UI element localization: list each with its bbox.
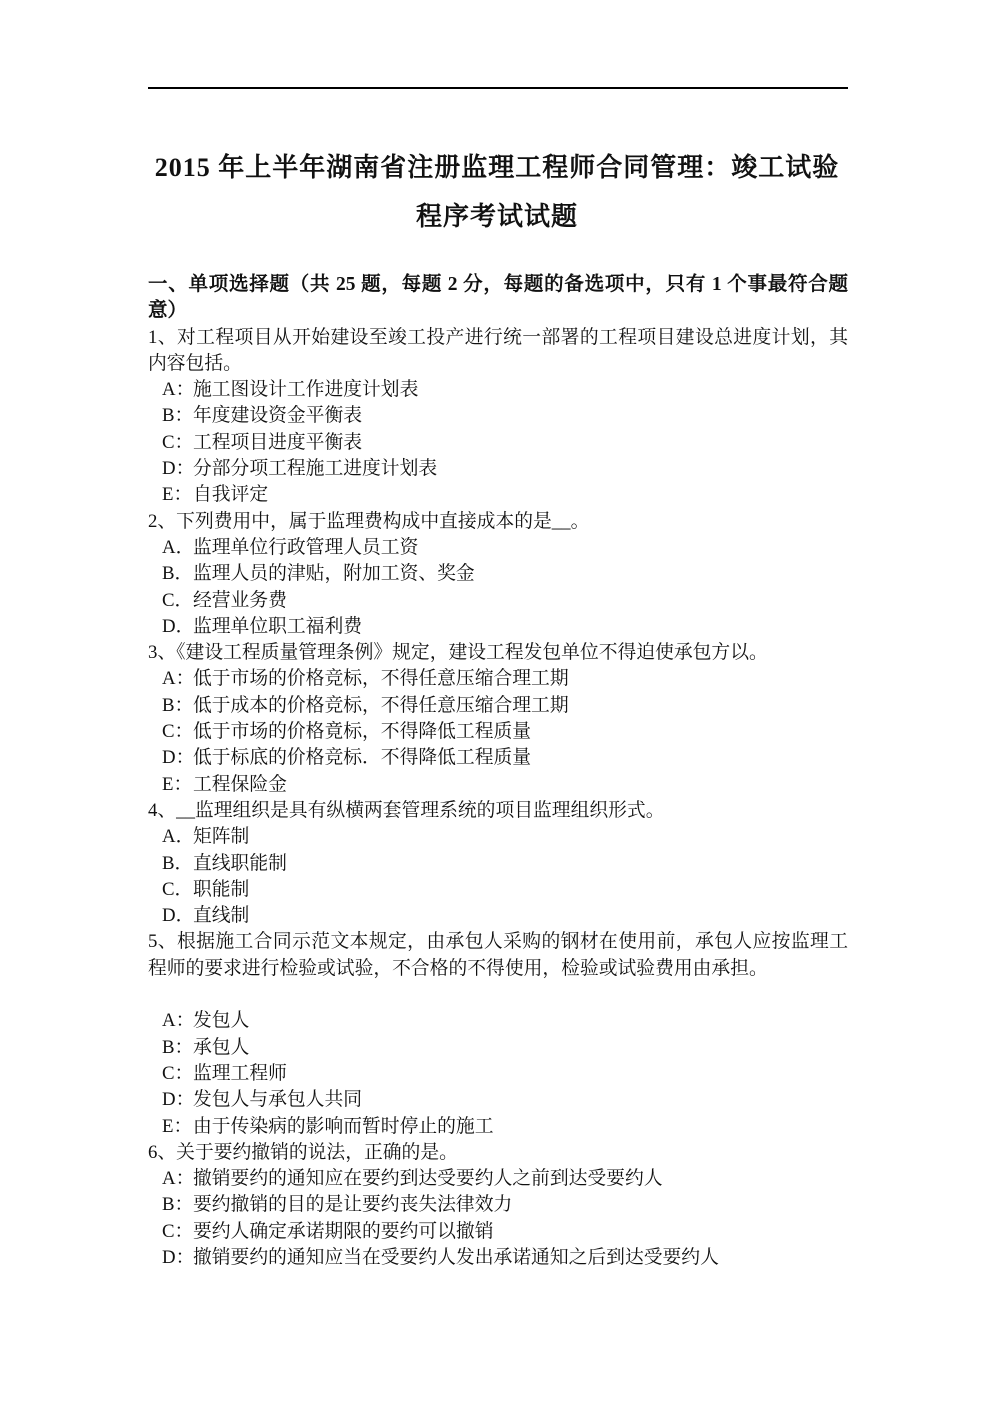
option-marker: C：	[162, 1220, 194, 1242]
question-number: 1、	[148, 326, 177, 348]
question-body-text: 对工程项目从开始建设至竣工投产进行统一部署的工程项目建设总进度计划，其内容包括。	[148, 326, 849, 374]
option	[162, 1061, 848, 1087]
option-text: 撤销要约的通知应当在受要约人发出承诺通知之后到达受要约人	[193, 1246, 719, 1268]
option	[162, 666, 848, 692]
option-text: 施工图设计工作进度计划表	[193, 379, 419, 401]
option	[162, 824, 848, 850]
option-text: 分部分项工程施工进度计划表	[193, 458, 438, 480]
options-list	[148, 1166, 848, 1271]
question	[148, 325, 848, 509]
option-marker: A．	[162, 536, 195, 558]
question-body-text: 下列费用中，属于监理费构成中直接成本的是__。	[176, 510, 590, 532]
option	[162, 561, 848, 587]
option-marker: C：	[162, 431, 194, 453]
option	[162, 745, 848, 771]
option	[162, 535, 848, 561]
option	[162, 1219, 848, 1245]
question-number: 5、	[148, 931, 177, 953]
question	[148, 640, 848, 798]
question-number: 3、	[148, 642, 177, 664]
option-text: 监理单位行政管理人员工资	[193, 536, 419, 558]
option	[162, 403, 848, 429]
option-text: 矩阵制	[193, 826, 250, 848]
questions-list	[148, 325, 848, 1272]
option-marker: A．	[162, 826, 195, 848]
option-text: 监理人员的津贴，附加工资、奖金	[193, 563, 475, 585]
question-number: 2、	[148, 510, 177, 532]
option-text: 经营业务费	[193, 589, 287, 611]
option	[162, 1245, 848, 1271]
option-marker: A：	[162, 1010, 195, 1032]
option	[162, 1008, 848, 1034]
option-marker: C．	[162, 589, 194, 611]
option-text: 职能制	[193, 878, 250, 900]
question	[148, 798, 848, 929]
option-text: 低于标底的价格竞标．不得降低工程质量	[193, 747, 532, 769]
option-text: 年度建设资金平衡表	[193, 405, 363, 427]
option-text: 直线职能制	[193, 852, 287, 874]
document-title-line-1: 2015 年上半年湖南省注册监理工程师合同管理：竣工试验	[154, 153, 840, 182]
option	[162, 772, 848, 798]
question-text	[148, 1140, 848, 1166]
question-body-text: 《建设工程质量管理条例》规定，建设工程发包单位不得迫使承包方以。	[176, 642, 768, 664]
options-list	[148, 377, 848, 508]
question-text	[148, 798, 848, 824]
document-title-line-2: 程序考试试题	[415, 202, 578, 231]
options-list	[148, 535, 848, 640]
option	[162, 614, 848, 640]
question	[148, 1140, 848, 1271]
option	[162, 693, 848, 719]
option-marker: B：	[162, 694, 194, 716]
option-marker: D：	[162, 1089, 195, 1111]
option-text: 发包人	[193, 1010, 250, 1032]
option-marker: D：	[162, 458, 195, 480]
question-body-text: 根据施工合同示范文本规定，由承包人采购的钢材在使用前，承包人应按监理工程师的要求进行检验或试验，不合格的不得使用，检验或试验费用由承担。	[148, 931, 849, 979]
option-marker: B：	[162, 1194, 194, 1216]
question	[148, 929, 848, 1139]
header-rule	[148, 87, 848, 89]
option-text: 监理工程师	[193, 1062, 287, 1084]
question-body-text: __监理组织是具有纵横两套管理系统的项目监理组织形式。	[176, 799, 665, 821]
option-marker: E：	[162, 1115, 193, 1137]
option-text: 要约人确定承诺期限的要约可以撤销	[193, 1220, 494, 1242]
option-text: 工程保险金	[193, 773, 287, 795]
options-list	[148, 1008, 848, 1139]
option	[162, 456, 848, 482]
option-text: 低于市场的价格竟标，不得降低工程质量	[193, 721, 532, 743]
option-marker: E：	[162, 773, 193, 795]
option-marker: D：	[162, 1246, 195, 1268]
question-text	[148, 509, 848, 535]
option	[162, 430, 848, 456]
option-text: 发包人与承包人共同	[193, 1089, 363, 1111]
document-title	[147, 143, 847, 241]
option	[162, 377, 848, 403]
question-text	[148, 325, 848, 378]
option-text: 低于市场的价格竞标，不得任意压缩合理工期	[193, 668, 569, 690]
option	[162, 851, 848, 877]
option-text: 直线制	[193, 905, 250, 927]
option	[162, 482, 848, 508]
option-marker: E：	[162, 484, 193, 506]
option-marker: A：	[162, 379, 195, 401]
option-marker: D：	[162, 747, 195, 769]
question-number: 4、	[148, 799, 177, 821]
section-heading: 一、单项选择题（共 25 题，每题 2 分，每题的备选项中，只有 1 个事最符合题意）	[148, 274, 848, 322]
option-marker: C．	[162, 878, 194, 900]
option-text: 工程项目进度平衡表	[193, 431, 363, 453]
question	[148, 509, 848, 640]
option-marker: C：	[162, 1062, 194, 1084]
option-text: 撤销要约的通知应在要约到达受要约人之前到达受要约人	[193, 1168, 663, 1190]
option	[162, 877, 848, 903]
option-marker: B：	[162, 1036, 194, 1058]
option	[162, 1035, 848, 1061]
question-body-text: 关于要约撤销的说法，正确的是。	[176, 1141, 458, 1163]
option-marker: C：	[162, 721, 194, 743]
option-text: 监理单位职工福利费	[193, 615, 363, 637]
option-marker: B．	[162, 563, 194, 585]
option	[162, 1166, 848, 1192]
option-text: 低于成本的价格竞标，不得任意压缩合理工期	[193, 694, 569, 716]
options-list	[148, 824, 848, 929]
option	[162, 903, 848, 929]
option-marker: D．	[162, 615, 195, 637]
question-text	[148, 929, 848, 982]
options-list	[148, 666, 848, 797]
option-marker: A：	[162, 1168, 195, 1190]
option-marker: D．	[162, 905, 195, 927]
option-text: 自我评定	[193, 484, 269, 506]
option-marker: B：	[162, 405, 194, 427]
option	[162, 1087, 848, 1113]
option	[162, 1114, 848, 1140]
document-body	[148, 272, 848, 1271]
option	[162, 1192, 848, 1218]
question-text	[148, 640, 848, 666]
option	[162, 719, 848, 745]
option-text: 承包人	[193, 1036, 250, 1058]
option-text: 由于传染病的影响而暂时停止的施工	[193, 1115, 494, 1137]
option-marker: B．	[162, 852, 194, 874]
option-text: 要约撤销的目的是让要约丧失法律效力	[193, 1194, 513, 1216]
option	[162, 588, 848, 614]
question-number: 6、	[148, 1141, 177, 1163]
option-marker: A：	[162, 668, 195, 690]
